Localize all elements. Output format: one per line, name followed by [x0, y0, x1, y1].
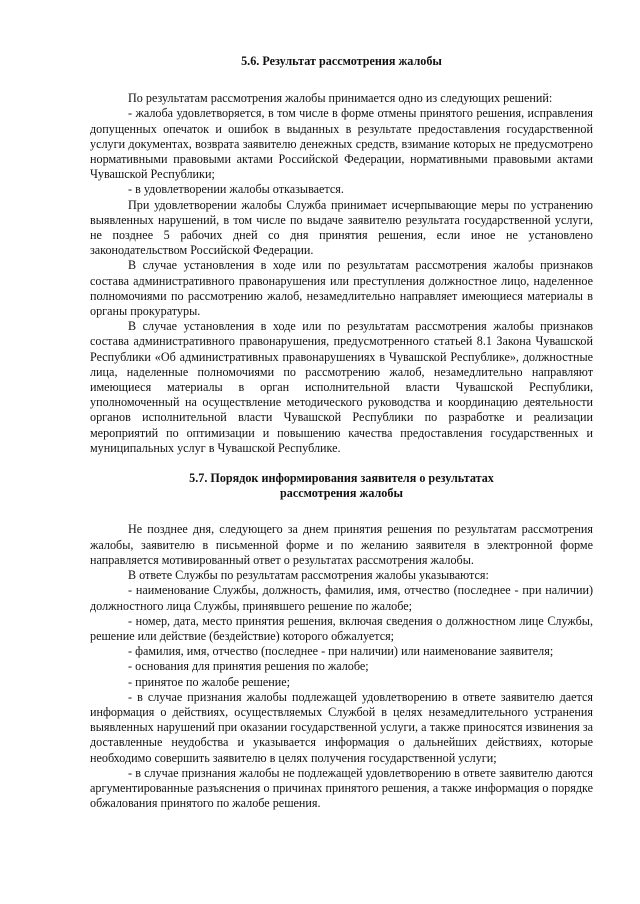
- paragraph: - в случае признания жалобы не подлежащей удовлетворению в ответе заявителю даются аргументированные разъяснения о причинах принятого решения, а также информация о порядке обжалования принятого по жалобе решения.: [90, 765, 593, 811]
- paragraph: - жалоба удовлетворяется, в том числе в форме отмены принятого решения, исправления допущенных опечаток и ошибок в выданных в результате предоставления государственной услуги документах, возврата заявителю денежных средств, взимание которых не предусмотрено нормативными правовыми актами Российской Федерации, нормативными правовыми актами Чувашской Республики;: [90, 106, 593, 182]
- paragraph: В ответе Службы по результатам рассмотрения жалобы указываются:: [128, 568, 489, 583]
- paragraph: В случае установления в ходе или по результатам рассмотрения жалобы признаков состава административного правонарушения, предусмотренного статьей 8.1 Закона Чувашской Республики «Об административных правонарушениях в Чувашской Республике», должностные лица, наделенные полномочиями по рассмотрению жалоб, незамедлительно направляют имеющиеся материалы в орган исполнительной власти Чувашской Республики, уполномоченный на осуществление методического руководства и координацию деятельности органов исполнительной власти Чувашской Республики по разработке и реализации мероприятий по оптимизации и повышению качества предоставления государственных и муниципальных услуг в Чувашской Республике.: [90, 319, 593, 455]
- section-5-7-title: [90, 471, 593, 501]
- section-5-7-title-line1: 5.7. Порядок информирования заявителя о результатах: [189, 471, 494, 486]
- document-page: [90, 54, 593, 811]
- paragraph: При удовлетворении жалобы Служба принимает исчерпывающие меры по устранению выявленных нарушений, в том числе по выдаче заявителю результата государственной услуги, не позднее 5 рабочих дней со дня принятия решения, если иное не установлено законодательством Российской Федерации.: [90, 197, 593, 258]
- paragraph: - основания для принятия решения по жалобе;: [128, 659, 369, 674]
- section-5-7-title-line2: рассмотрения жалобы: [280, 486, 403, 501]
- paragraph: - наименование Службы, должность, фамилия, имя, отчество (последнее - при наличии) должностного лица Службы, принявшего решение по жалобе;: [90, 583, 593, 613]
- paragraph: - в случае признания жалобы подлежащей удовлетворению в ответе заявителю дается информация о действиях, осуществляемых Службой в целях незамедлительного устранения выявленных нарушений при оказании государственной услуги, а также приносятся извинения за доставленные неудобства и указывается информация о дальнейших действиях, которые необходимо совершить заявителю в целях получения государственной услуги;: [90, 689, 593, 765]
- paragraph: По результатам рассмотрения жалобы принимается одно из следующих решений:: [128, 91, 553, 106]
- paragraph: В случае установления в ходе или по результатам рассмотрения жалобы признаков состава административного правонарушения или преступления должностное лицо, наделенное полномочиями по рассмотрению жалоб, незамедлительно направляет имеющиеся материалы в органы прокуратуры.: [90, 258, 593, 319]
- paragraph: - фамилия, имя, отчество (последнее - при наличии) или наименование заявителя;: [128, 644, 554, 659]
- section-5-6-title: 5.6. Результат рассмотрения жалобы: [241, 54, 442, 68]
- paragraph: - принятое по жалобе решение;: [128, 674, 291, 689]
- paragraph: Не позднее дня, следующего за днем принятия решения по результатам рассмотрения жалобы, заявителю в письменной форме и по желанию заявителя в электронной форме направляется мотивированный ответ о результатах рассмотрения жалобы.: [90, 522, 593, 567]
- paragraph: - номер, дата, место принятия решения, включая сведения о должностном лице Службы, решение или действие (бездействие) которого обжалуется;: [90, 613, 593, 643]
- paragraph: - в удовлетворении жалобы отказывается.: [128, 182, 344, 197]
